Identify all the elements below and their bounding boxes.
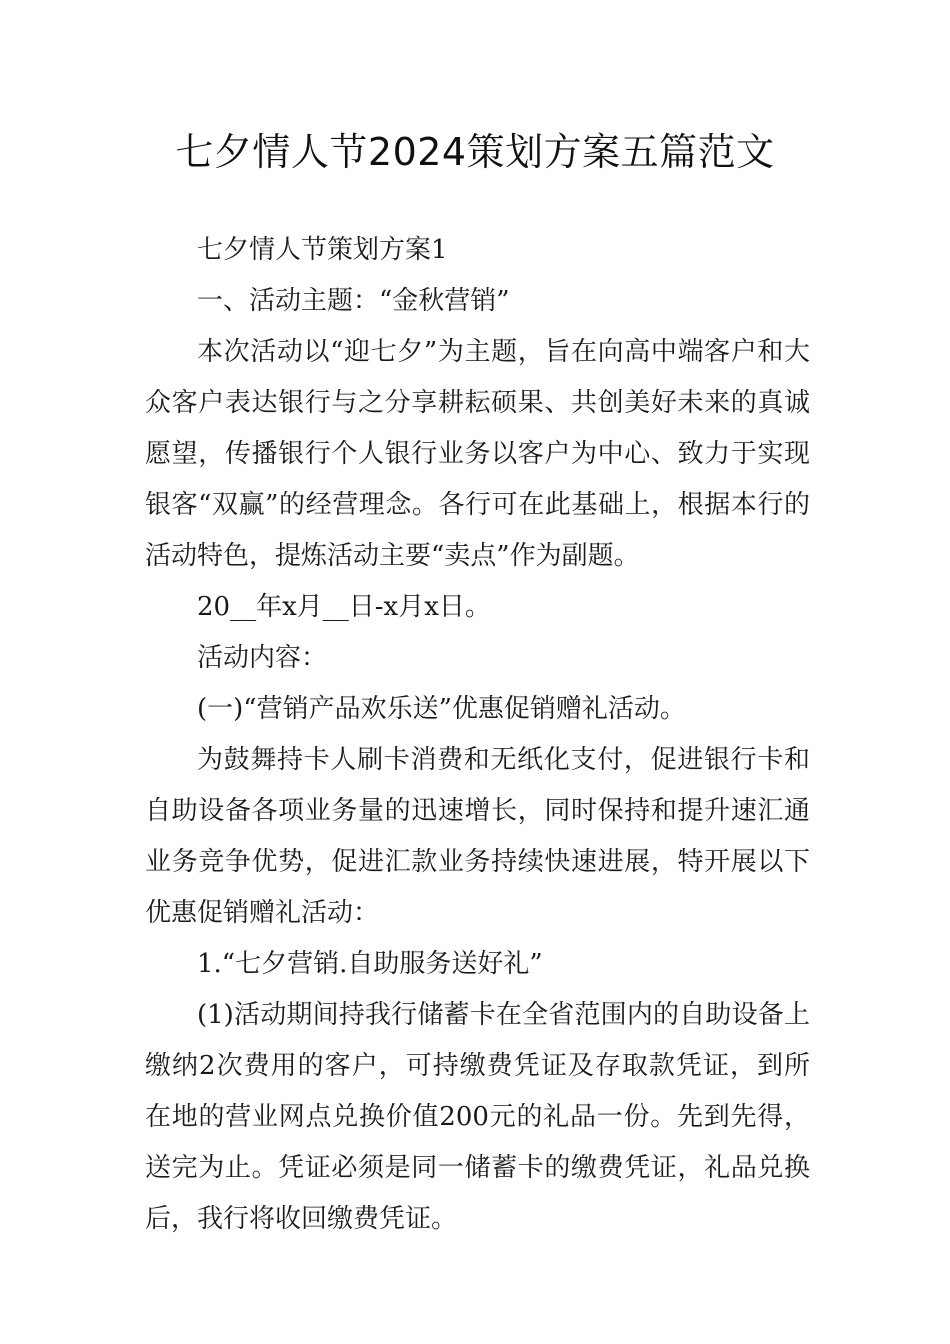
body-paragraph: 本次活动以“迎七夕”为主题，旨在向高中端客户和大众客户表达银行与之分享耕耘硕果、共创美好未来的真诚愿望，传播银行个人银行业务以客户为中心、致力于实现银客“双赢”的经营理念。各行可在此基础上，根据本行的活动特色，提炼活动主要“卖点”作为副题。 (145, 337, 810, 571)
activity-theme: 一、活动主题：“金秋营销” (197, 286, 510, 316)
subsection-heading: (一)“营销产品欢乐送”优惠促销赠礼活动。 (197, 694, 686, 724)
body-paragraph: 为鼓舞持卡人刷卡消费和无纸化支付，促进银行卡和自助设备各项业务量的迅速增长，同时保持和提升速汇通业务竞争优势，促进汇款业务持续快速进展，特开展以下优惠促销赠礼活动： (145, 745, 810, 928)
activity-date: 20__年x月__日-x月x日。 (197, 592, 491, 622)
body-paragraph: (1)活动期间持我行储蓄卡在全省范围内的自助设备上缴纳2次费用的客户，可持缴费凭证及存取款凭证，到所在地的营业网点兑换价值200元的礼品一份。先到先得，送完为止。凭证必须是同一储蓄卡的缴费凭证，礼品兑换后，我行将收回缴费凭证。 (145, 1000, 810, 1234)
activity-content-label: 活动内容： (197, 643, 328, 673)
document-title: 七夕情人节2024策划方案五篇范文 (175, 130, 775, 174)
list-item-heading: 1.“七夕营销.自助服务送好礼” (197, 949, 543, 979)
document-body (145, 225, 810, 1245)
section-heading: 七夕情人节策划方案1 (197, 235, 448, 265)
